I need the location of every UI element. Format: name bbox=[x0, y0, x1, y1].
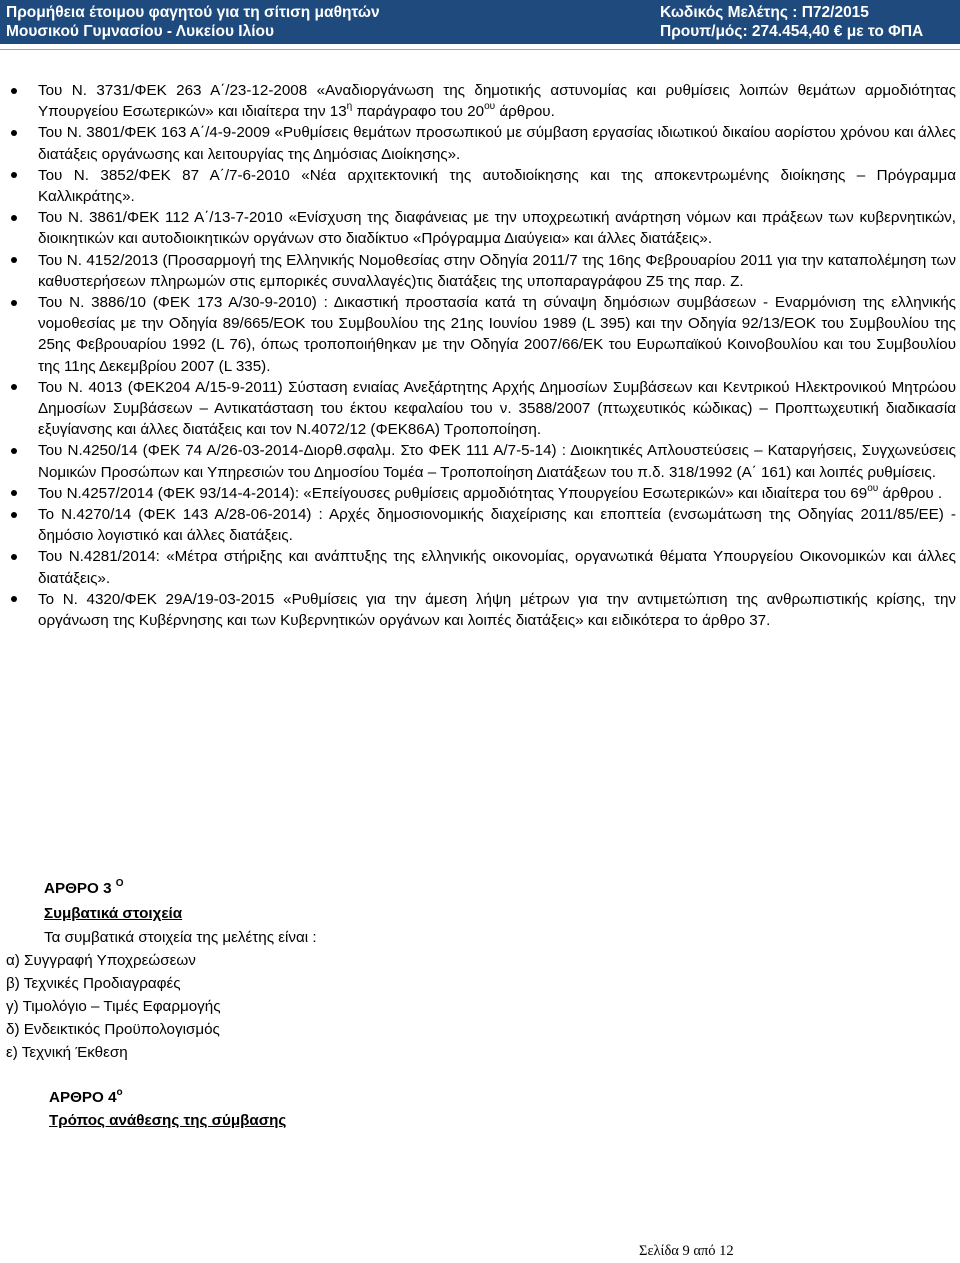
article-4-title: Τρόπος ανάθεσης της σύμβασης bbox=[49, 1112, 287, 1129]
list-item: Του Ν. 3801/ΦΕΚ 163 Α΄/4-9-2009 «Ρυθμίσεις θεμάτων προσωπικού με σύμβαση εργασίας ιδιωτικού δικαίου αορίστου χρόνου και άλλες διατάξεις οργάνωσης και λειτουργίας της Δημόσιας Διοίκησης». bbox=[0, 122, 960, 164]
header-left bbox=[6, 3, 380, 41]
bullet-icon bbox=[11, 384, 17, 390]
article-4-heading: ΑΡΘΡΟ $4^o$ bbox=[49, 1086, 123, 1106]
list-item: Του Ν. 4152/2013 (Προσαρμογή της Ελληνικής Νομοθεσίας στην Οδηγία 2011/7 της 16ης Φεβρουαρίου 2011 για την καταπολέμηση των καθυστερήσεων πληρωμών στις εμπορικές συναλλαγές)τις διατάξεις της υποπαραγράφου Ζ5 της παρ. Ζ. bbox=[0, 250, 960, 292]
document-header bbox=[0, 0, 960, 44]
list-item: Του Ν.4250/14 (ΦΕΚ 74 Α/26-03-2014-Διορθ.σφαλμ. Στο ΦΕΚ 111 Α/7-5-14) : Διοικητικές Απλουστεύσεις – Καταργήσεις, Συγχωνεύσεις Νομικών Προσώπων και Υπηρεσιών του Δημοσίου Τομέα – Τροποποίηση Διατάξεων του π.δ. 318/1992 (Α΄ 161) και λοιπές ρυθμίσεις. bbox=[0, 440, 960, 482]
contract-item-1: α) Συγγραφή Υποχρεώσεων bbox=[6, 952, 196, 969]
bullet-icon bbox=[11, 257, 17, 263]
bullet-icon bbox=[11, 490, 17, 496]
list-item: Του Ν. 3852/ΦΕΚ 87 Α΄/7-6-2010 «Νέα αρχιτεκτονική της αυτοδιοίκησης και της αποκεντρωμένης διοίκησης – Πρόγραμμα Καλλικράτης». bbox=[0, 165, 960, 207]
bullet-icon bbox=[11, 215, 17, 221]
header-right bbox=[660, 3, 923, 41]
list-item: Του Ν.4257/2014 (ΦΕΚ 93/14-4-2014): «Επείγουσες ρυθμίσεις αρμοδιότητας Υπουργείου Εσωτερικών» και ιδιαίτερα του $69^{o\upsilon}$ άρθρου . bbox=[0, 483, 960, 504]
list-item: Του Ν. 3861/ΦΕΚ 112 Α΄/13-7-2010 «Ενίσχυση της διαφάνειας με την υποχρεωτική ανάρτηση νόμων και πράξεων των κυβερνητικών, διοικητικών και αυτοδιοικητικών οργάνων στο διαδίκτυο «Πρόγραμμα Διαύγεια» και άλλες διατάξεις». bbox=[0, 207, 960, 249]
bullet-icon bbox=[11, 554, 17, 560]
contract-item-4: δ) Ενδεικτικός Προϋπολογισμός bbox=[6, 1021, 220, 1038]
laws-list bbox=[0, 80, 960, 631]
header-school-name: Μουσικού Γυμνασίου - Λυκείου Ιλίου bbox=[6, 23, 274, 40]
list-item: Το Ν. 4320/ΦΕΚ 29Α/19-03-2015 «Ρυθμίσεις για την άμεση λήψη μέτρων για την αντιμετώπιση της ανθρωπιστικής κρίσης, την οργάνωση της Κυβέρνησης και των Κυβερνητικών οργάνων και λοιπές διατάξεις» και ειδικότερα το άρθρο 37. bbox=[0, 589, 960, 631]
list-item: Του Ν. 4013 (ΦΕΚ204 Α/15-9-2011) Σύσταση ενιαίας Ανεξάρτητης Αρχής Δημοσίων Συμβάσεων και Κεντρικού Ηλεκτρονικού Μητρώου Δημοσίων Συμβάσεων – Αντικατάσταση του έκτου κεφαλαίου του ν. 3588/2007 (πτωχευτικός κώδικας) – Προπτωχευτική διαδικασία εξυγίανσης και άλλες διατάξεις και τον Ν.4072/12 (ΦΕΚ86Α) Τροποποίηση. bbox=[0, 377, 960, 441]
article-3-heading: ΑΡΘΡΟ 3 $^O$ bbox=[44, 877, 124, 897]
header-study-code: Κωδικός Μελέτης : Π72/2015 bbox=[660, 4, 869, 21]
contract-item-5: ε) Τεχνική Έκθεση bbox=[6, 1044, 128, 1061]
bullet-icon bbox=[11, 130, 17, 136]
bullet-icon bbox=[11, 88, 17, 94]
page-number: Σελίδα 9 από 12 bbox=[639, 1243, 734, 1259]
bullet-icon bbox=[11, 512, 17, 518]
header-project-title: Προμήθεια έτοιμου φαγητού για τη σίτιση μαθητών bbox=[6, 4, 380, 21]
bullet-icon bbox=[11, 300, 17, 306]
article-3-title: Συμβατικά στοιχεία bbox=[44, 905, 183, 922]
list-item: Του Ν. 3731/ΦΕΚ 263 Α΄/23-12-2008 «Αναδιοργάνωση της δημοτικής αστυνομίας και ρυθμίσεις λοιπών θεμάτων αρμοδιότητας Υπουργείου Εσωτερικών» και ιδιαίτερα την $13^\eta$ παράγραφο του $20^{o\upsilon}$ άρθρου. bbox=[0, 80, 960, 122]
list-item: Το Ν.4270/14 (ΦΕΚ 143 Α/28-06-2014) : Αρχές δημοσιονομικής διαχείρισης και εποπτεία (ενσωμάτωση της Οδηγίας 2011/85/ΕΕ) - δημόσιο λογιστικό και άλλες διατάξεις. bbox=[0, 504, 960, 546]
header-budget: Προυπ/μός: 274.454,40 € με το ΦΠΑ bbox=[660, 23, 924, 40]
contract-item-3: γ) Τιμολόγιο – Τιμές Εφαρμογής bbox=[6, 998, 221, 1015]
bullet-icon bbox=[11, 596, 17, 602]
contract-item-2: β) Τεχνικές Προδιαγραφές bbox=[6, 975, 181, 992]
list-item: Του Ν.4281/2014: «Μέτρα στήριξης και ανάπτυξης της ελληνικής οικονομίας, οργανωτικά θέματα Υπουργείου Οικονομικών και άλλες διατάξεις». bbox=[0, 546, 960, 588]
list-item: Του Ν. 3886/10 (ΦΕΚ 173 Α/30-9-2010) : Δικαστική προστασία κατά τη σύναψη δημόσιων συμβάσεων - Εναρμόνιση της ελληνικής νομοθεσίας με την Οδηγία 89/665/ΕΟΚ του Συμβουλίου της 21ης Ιουνίου 1989 (L 395) και την Οδηγία 92/13/ΕΟΚ του Συμβουλίου της 25ης Φεβρουαρίου 1992 (L 76), όπως τροποποιήθηκαν με την Οδηγία 2007/66/ΕΚ του Ευρωπαϊκού Κοινοβουλίου και του Συμβουλίου της 11ης Δεκεμβρίου 2007 (L 335). bbox=[0, 292, 960, 377]
bullet-icon bbox=[11, 172, 17, 178]
bullet-icon bbox=[11, 448, 17, 454]
article-3-intro: Τα συμβατικά στοιχεία της μελέτης είναι : bbox=[44, 929, 317, 946]
header-divider bbox=[0, 49, 960, 50]
